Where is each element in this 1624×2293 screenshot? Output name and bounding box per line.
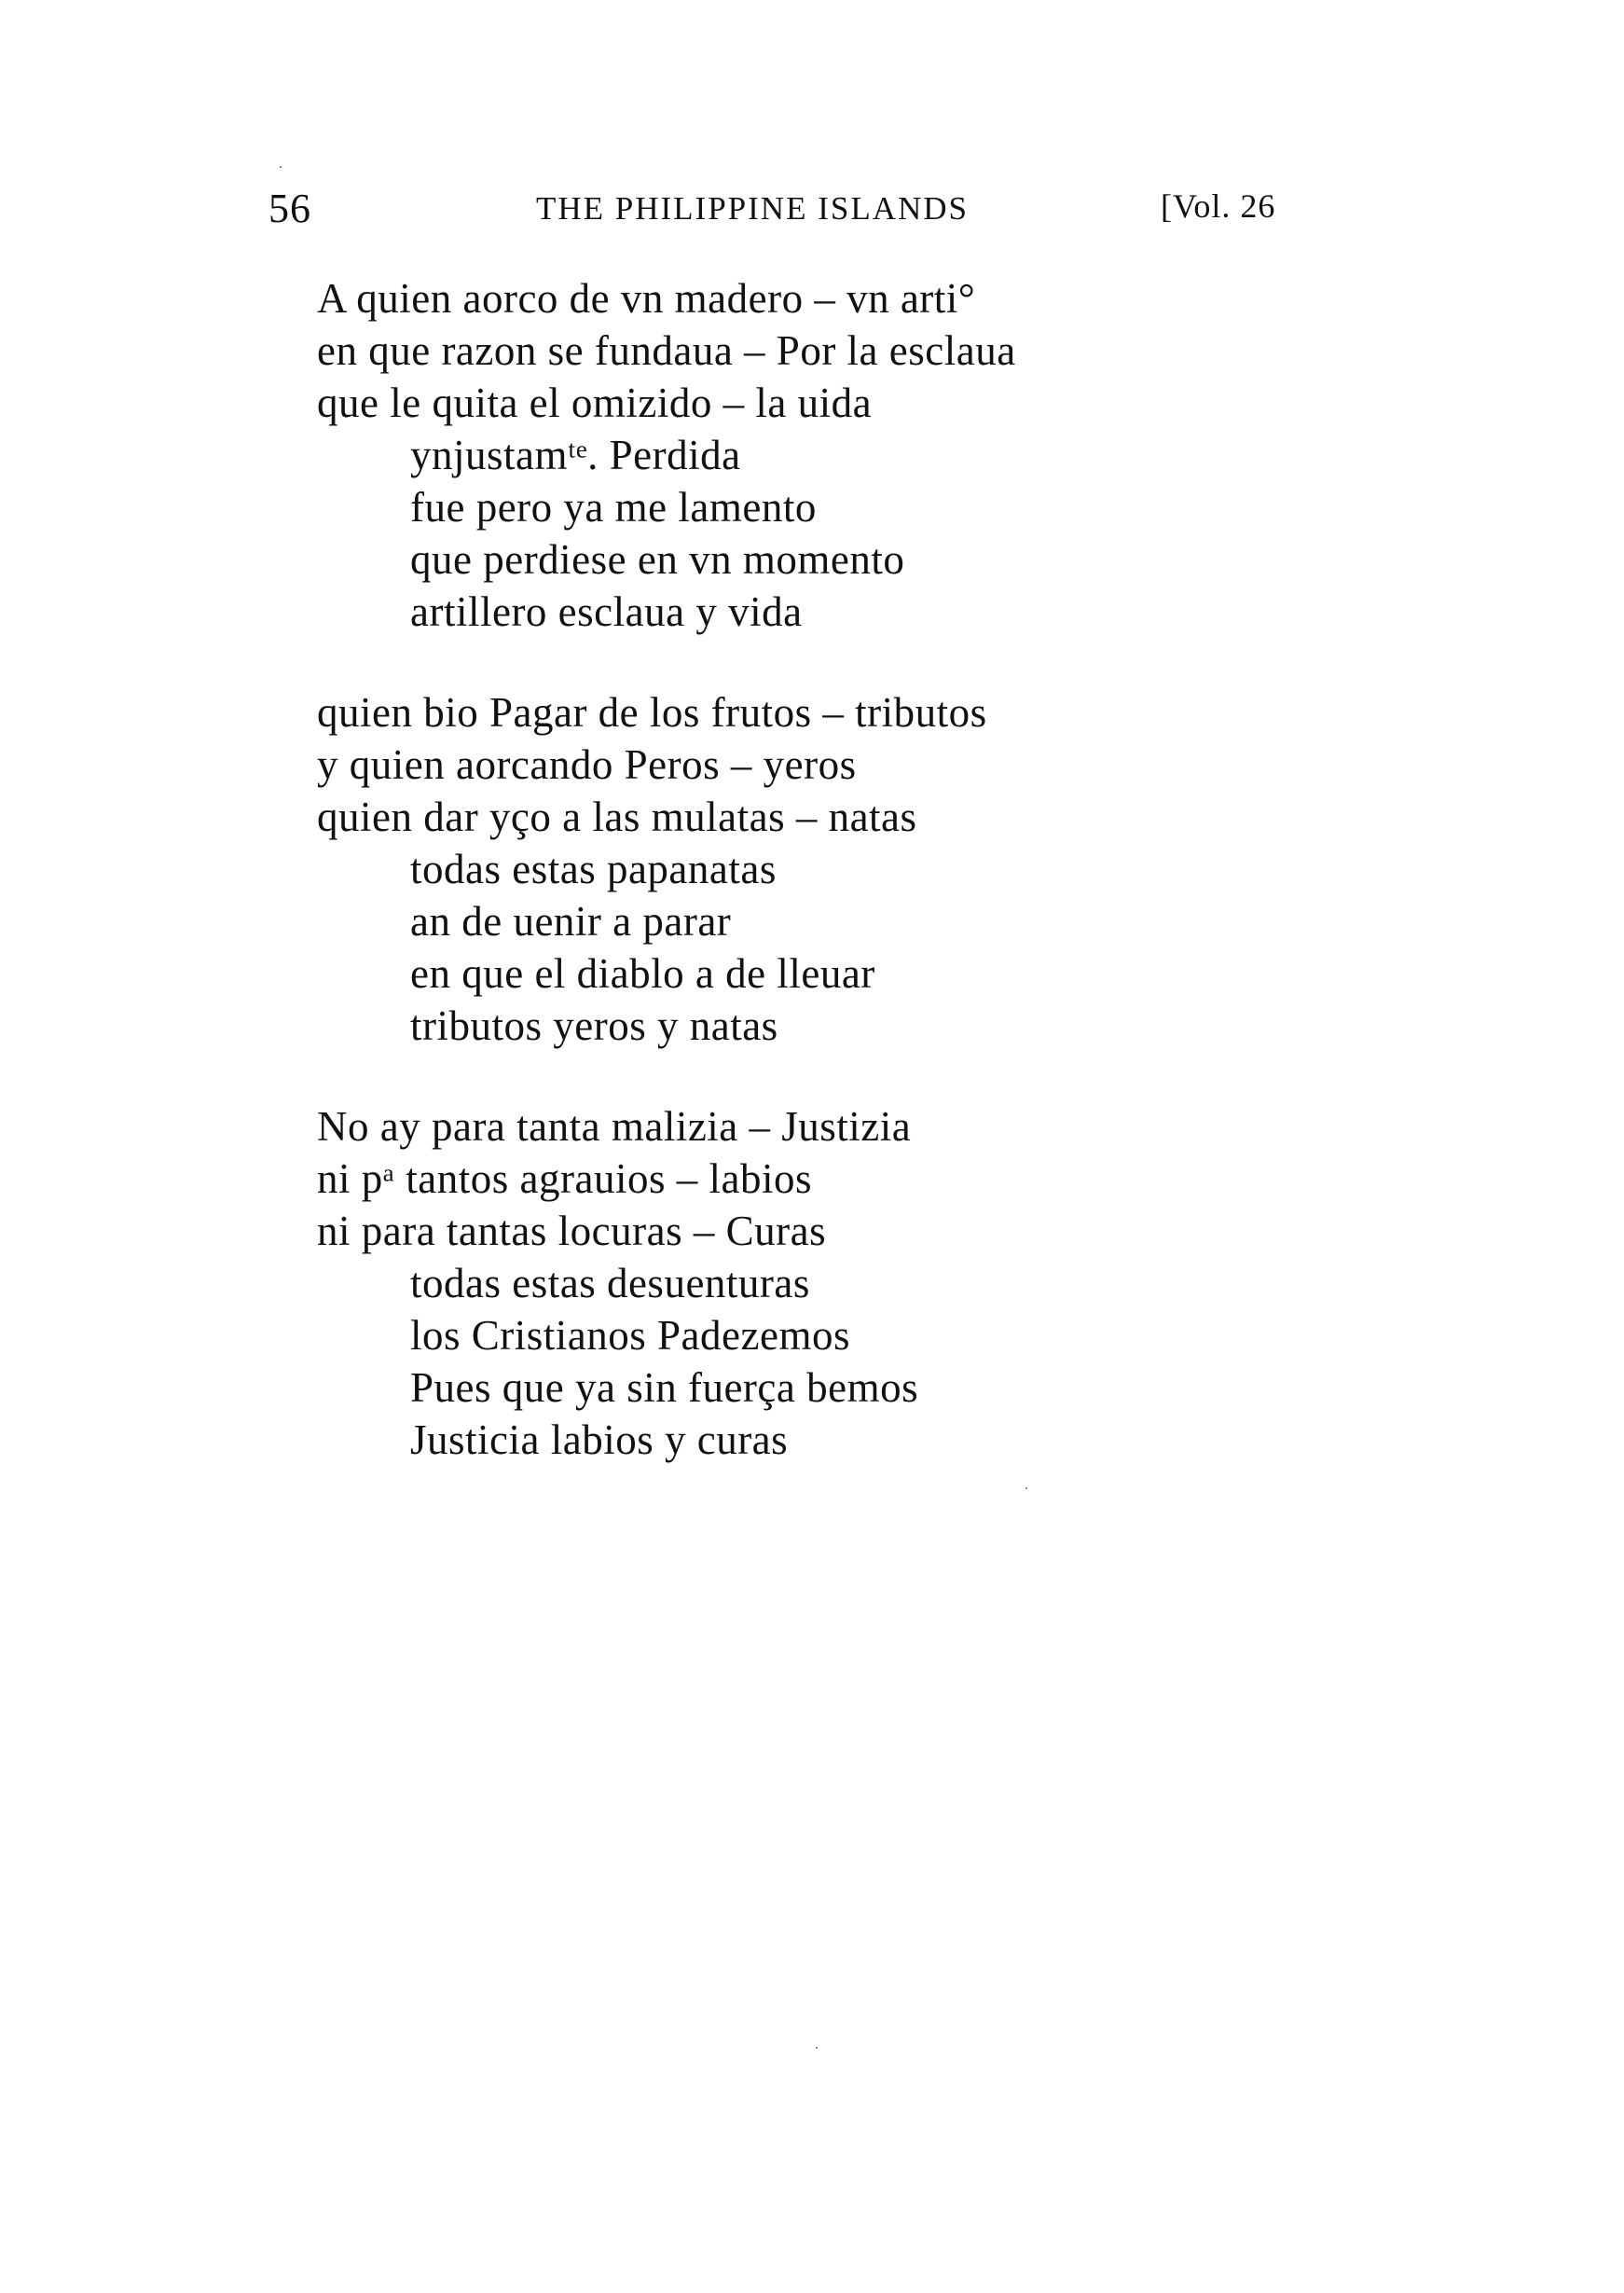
poem-line: todas estas papanatas — [410, 846, 777, 892]
poem-line: ni para tantas locuras – Curas — [317, 1208, 827, 1254]
poem-line: en que el diablo a de lleuar — [410, 950, 875, 997]
poem-line: y quien aorcando Peros – yeros — [317, 741, 857, 788]
poem-line: tributos yeros y natas — [410, 1002, 778, 1049]
print-speck — [280, 166, 282, 168]
page-header — [0, 185, 1624, 241]
poem-line: artillero esclaua y vida — [410, 588, 803, 635]
poem-line: quien dar yço a las mulatas – natas — [317, 794, 917, 840]
running-title: THE PHILIPPINE ISLANDS — [536, 190, 969, 227]
poem-line: que perdiese en vn momento — [410, 536, 905, 583]
stanza-1 — [317, 272, 1436, 638]
poem-line: No ay para tanta malizia – Justizia — [317, 1103, 912, 1150]
poem-line: quien bio Pagar de los frutos – tributos — [317, 689, 987, 736]
poem-line: los Cristianos Padezemos — [410, 1312, 850, 1359]
stanza-3 — [317, 1100, 1436, 1466]
page-number: 56 — [268, 186, 311, 231]
poem-line: que le quita el omizido – la uida — [317, 380, 873, 426]
poem-line: ynjustamᵗᵉ. Perdida — [410, 432, 741, 478]
poem-line: Pues que ya sin fuerça bemos — [410, 1364, 919, 1411]
poem-line: Justicia labios y curas — [410, 1416, 789, 1463]
poem-line: fue pero ya me lamento — [410, 484, 817, 531]
poem-line: todas estas desuenturas — [410, 1260, 810, 1306]
stanza-2 — [317, 686, 1436, 1052]
poem-line: A quien aorco de vn madero – vn arti° — [317, 275, 976, 322]
poem-line: an de uenir a parar — [410, 898, 732, 945]
poem-line: ni pᵃ tantos agrauios – labios — [317, 1155, 812, 1202]
volume-label: [Vol. 26 — [1161, 187, 1276, 225]
poem-line: en que razon se fundaua – Por la esclaua — [317, 327, 1016, 374]
print-speck — [816, 2047, 818, 2049]
print-speck — [1025, 1487, 1027, 1489]
poem — [317, 272, 1436, 1514]
